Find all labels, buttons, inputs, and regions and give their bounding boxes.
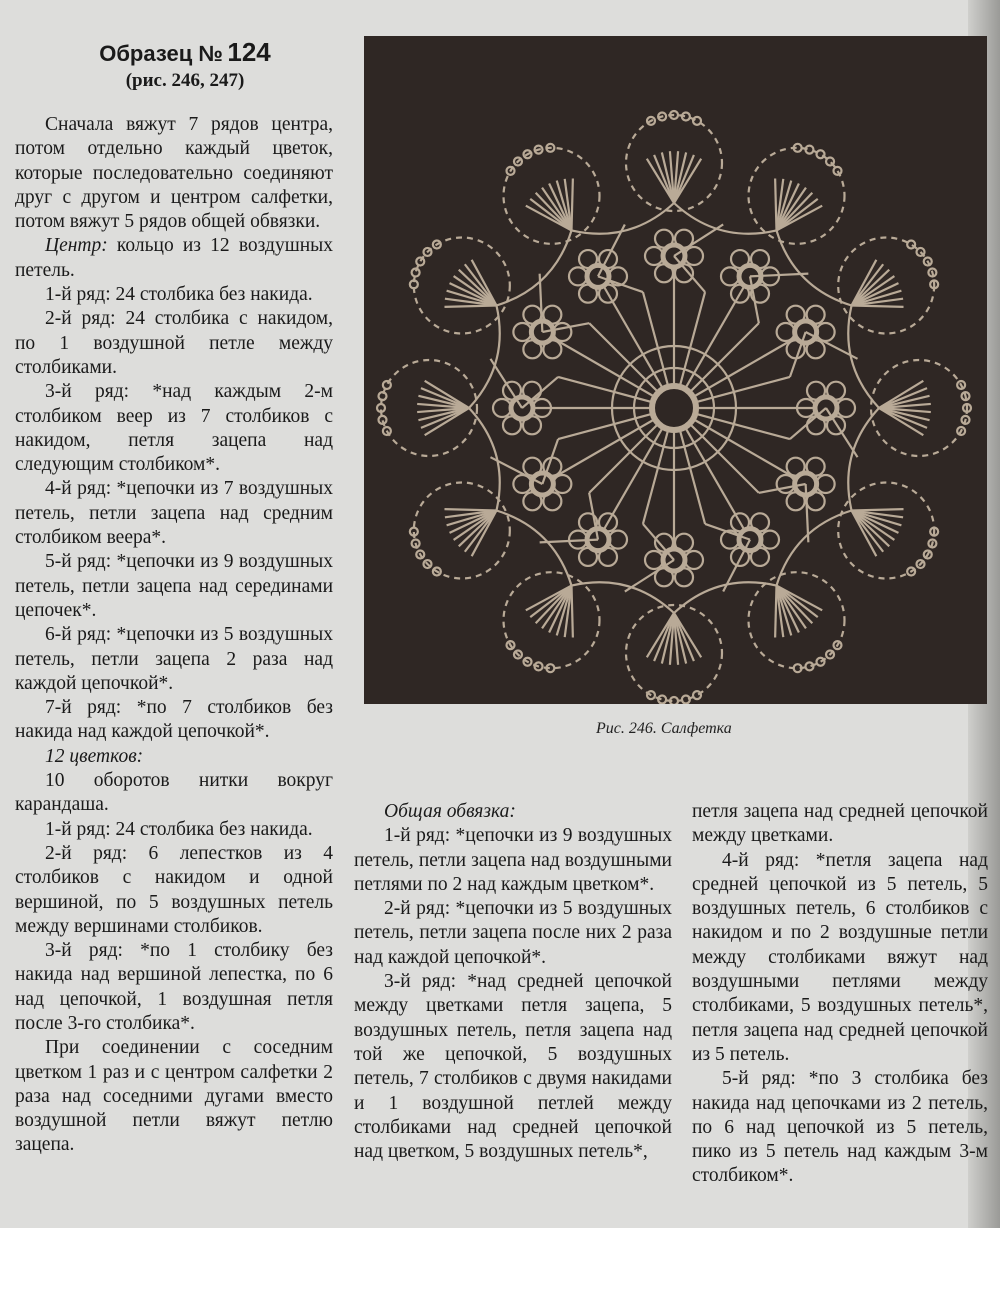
doily-fan-stitch — [572, 178, 573, 230]
doily-flower-petal — [787, 492, 805, 510]
doily-chain — [690, 292, 705, 348]
doily-flower-petal — [655, 264, 673, 282]
doily-fan-stitch — [425, 381, 469, 408]
doily-flower-petal — [655, 230, 673, 248]
doily-flower-petal — [787, 458, 805, 476]
doily-center-stitch — [680, 431, 690, 468]
doily-picot — [693, 117, 701, 125]
edging-row-1: 1-й ряд: *цепочки из 9 воздушных петель, петли зацепа над воздушными петлями по 2 над каждым цветком*. — [354, 825, 672, 895]
doily-flower-petal — [523, 492, 541, 510]
doily-chain — [718, 323, 759, 364]
doily-scallop — [838, 483, 934, 579]
doily-flower-petal — [569, 267, 587, 285]
doily-center-stitch — [614, 414, 651, 424]
center-row-5: 5-й ряд: *цепочки из 9 воздушных петель, петли зацепа над серединами цепочек*. — [15, 551, 333, 621]
doily-scallop — [414, 238, 510, 334]
page-bottom-margin — [0, 1228, 1000, 1310]
doily-scallop — [749, 148, 845, 244]
doily-flower-petal — [553, 323, 571, 341]
doily-center-stitch — [630, 425, 657, 452]
edging-heading — [354, 800, 672, 824]
doily-center-stitch — [697, 414, 734, 424]
doily-fan-stitch — [647, 159, 674, 203]
doily-flower-petal — [609, 531, 627, 549]
doily-chain — [589, 323, 630, 364]
doily-fan-stitch — [852, 511, 884, 552]
doily-mesh — [790, 408, 826, 439]
doily-flower-petal — [579, 548, 597, 566]
figure-caption: Рис. 246. Салфетка — [596, 720, 732, 737]
doily-chain — [558, 424, 614, 439]
doily-fan-stitch — [777, 586, 818, 618]
doily-flower-petal — [553, 475, 571, 493]
doily-flower-petal — [579, 285, 597, 303]
doily-chain — [734, 377, 790, 392]
doily-edge-arc — [496, 230, 571, 305]
doily-center-ring — [652, 386, 696, 430]
doily-picot — [817, 150, 825, 158]
intro-paragraph: Сначала вяжут 7 рядов центра, потом отдельно каждый цветок, которые последовательно соединяют друг с другом и центром салфетки, потом вяжут 5 рядов общей обвязки. — [15, 114, 333, 233]
doily-scallop — [504, 572, 600, 668]
doily-fan-stitch — [530, 586, 571, 618]
doily-chain — [734, 424, 790, 439]
doily-chain — [589, 452, 630, 493]
doily-picot — [833, 167, 841, 175]
doily-fan-stitch — [674, 159, 701, 203]
doily-flower-petal — [807, 416, 825, 434]
doily-flower-petal — [523, 416, 541, 434]
column-edging — [354, 800, 672, 1164]
doily-center-stitch — [658, 431, 668, 468]
doily-mesh — [522, 377, 558, 408]
doily-fan-stitch — [775, 586, 776, 638]
flower-row-3: 3-й ряд: *по 1 столбику без накида над вершиной лепестка, по 6 над цепочкой, 1 воздушная петля после 3-го столбика*. — [15, 940, 333, 1034]
doily-flower-petal — [523, 340, 541, 358]
center-row-2: 2-й ряд: 24 столбика с накидом, по 1 воздушной петле между столбиками. — [15, 308, 333, 378]
doily-flower-petal — [787, 306, 805, 324]
doily-fan-stitch — [775, 178, 776, 230]
doily-chain — [558, 377, 614, 392]
doily-fan-stitch — [852, 509, 904, 510]
doily-center-stitch — [697, 392, 734, 402]
doily-fan-stitch — [530, 199, 571, 231]
doily-flower-petal — [599, 548, 617, 566]
doily-flower-petal — [721, 267, 739, 285]
doily-flower-petal — [579, 250, 597, 268]
pattern-title: Образец № — [99, 41, 223, 66]
doily-picot — [416, 258, 424, 266]
doily-chain — [643, 468, 658, 524]
doily-fan-stitch — [647, 613, 674, 657]
center-row-7: 7-й ряд: *по 7 столбиков без накида над каждой цепочкой*. — [15, 697, 333, 743]
doily-fan-stitch — [852, 264, 884, 305]
center-paragraph — [15, 234, 333, 283]
doily-scallop — [504, 148, 600, 244]
doily-chain — [690, 468, 705, 524]
doily-flower-petal — [523, 306, 541, 324]
column-edging-continued — [692, 800, 988, 1189]
doily-scallop — [414, 483, 510, 579]
doily-center-stitch — [691, 425, 718, 452]
center-text: кольцо из 12 воздушных петель. — [15, 235, 333, 281]
flower-row-0: 10 оборотов нитки вокруг карандаша. — [15, 770, 333, 816]
center-row-4: 4-й ряд: *цепочки из 7 воздушных петель, петли зацепа над средним столбиком веера*. — [15, 478, 333, 549]
center-row-6: 6-й ряд: *цепочки из 5 воздушных петель, петли зацепа 2 раза над каждой цепочкой*. — [15, 624, 333, 694]
center-row-1: 1-й ряд: 24 столбика без накида. — [45, 284, 313, 306]
doily-scallop — [838, 238, 934, 334]
doily-fan-stitch — [425, 408, 469, 435]
figure-reference: (рис. 246, 247) — [125, 70, 245, 91]
doily-flower-petal — [675, 534, 693, 552]
doily-picot — [383, 381, 391, 389]
flowers-label: 12 цветков: — [45, 745, 144, 767]
doily-flower-petal — [493, 399, 511, 417]
doily-flower-petal — [761, 531, 779, 549]
doily-fan-stitch — [444, 509, 496, 510]
doily-flower-petal — [777, 475, 795, 493]
doily-fan-stitch — [879, 381, 923, 408]
doily-fan-stitch — [572, 586, 573, 638]
doily-edge-arc — [777, 511, 852, 586]
doily-flower-petal — [751, 548, 769, 566]
doily-chain — [718, 452, 759, 493]
flower-joining-note: При соединении с соседним цветком 1 раз и с центром салфетки 2 раза над соседними дугами вместо воздушной петли вяжут петлю зацепа. — [15, 1037, 333, 1156]
flower-row-1: 1-й ряд: 24 столбика без накида. — [45, 818, 313, 840]
doily-flower-petal — [543, 492, 561, 510]
doily-flower-petal — [543, 306, 561, 324]
edging-row-3: 3-й ряд: *над средней цепочкой между цветками петля зацепа, 5 воздушных петель, петля зацепа над той же цепочкой, 5 воздушных петель, 7 столбиков с двумя накидами и 1 воздушной петлей между столбиками над средней цепочкой над цветком, 5 воздушных петель*, — [354, 971, 672, 1163]
doily-flower-petal — [807, 492, 825, 510]
doily-picot — [826, 157, 834, 165]
doily-edge-arc — [496, 511, 571, 586]
doily-flower-petal — [751, 513, 769, 531]
doily-flower-petal — [751, 250, 769, 268]
doily-picot — [907, 241, 915, 249]
doily-chain — [643, 292, 658, 348]
edging-label: Общая обвязка: — [384, 801, 516, 822]
doily-picot — [693, 691, 701, 699]
doily-fan-stitch — [879, 408, 923, 435]
doily-flower-petal — [523, 458, 541, 476]
doily-fan-stitch — [674, 613, 701, 657]
doily-flower-petal — [817, 475, 835, 493]
doily-photo — [364, 36, 987, 704]
doily-center-stitch — [658, 348, 668, 385]
doily-flower-petal — [807, 306, 825, 324]
center-label: Центр: — [45, 235, 108, 257]
doily-scallop — [749, 572, 845, 668]
edging-row-3-continued: петля зацепа над средней цепочкой между цветками. — [692, 801, 988, 847]
column-center-and-flowers — [15, 113, 333, 1158]
doily-flower-petal — [827, 382, 845, 400]
edging-row-2: 2-й ряд: *цепочки из 5 воздушных петель, петли зацепа после них 2 раза над каждой цепочкой*. — [354, 898, 672, 968]
pattern-number: 124 — [227, 37, 271, 67]
doily-flower-petal — [645, 551, 663, 569]
edging-row-4: 4-й ряд: *петля зацепа над средней цепочкой из 5 петель, 5 воздушных петель, 6 столбиков с накидом и по 2 воздушные петли между столбиками вяжут над воздушными петлями между столбиками, 5 воздушных петель*, петля зацепа над средней цепочкой из 5 петель. — [692, 849, 988, 1065]
doily-flower-petal — [675, 568, 693, 586]
doily-fan-stitch — [444, 306, 496, 307]
doily-flower-petal — [731, 250, 749, 268]
doily-flower-petal — [685, 247, 703, 265]
doily-flower-petal — [807, 340, 825, 358]
doily-flower-petal — [523, 382, 541, 400]
doily-flower-petal — [543, 340, 561, 358]
doily-flower-petal — [807, 382, 825, 400]
doily-flower-petal — [807, 458, 825, 476]
edging-row-5: 5-й ряд: *по 3 столбика без накида над цепочками из 2 петель, по 6 над цепочкой из 5 петель, пико из 5 петель над каждым 3-м столбиком*. — [692, 1068, 988, 1187]
doily-fan-stitch — [777, 199, 818, 231]
doily-flower-petal — [503, 416, 521, 434]
flower-row-2: 2-й ряд: 6 лепестков из 4 столбиков с накидом и одной вершиной, по 5 воздушных петель между вершинами столбиков. — [15, 842, 333, 937]
doily-flower-petal — [645, 247, 663, 265]
doily-fan-stitch — [852, 306, 904, 307]
doily-fan-stitch — [465, 264, 497, 305]
center-row-3: 3-й ряд: *над каждым 2-м столбиком веер из 7 столбиков с накидом, петля зацепа над следующим столбиком*. — [15, 381, 333, 476]
doily-flower-petal — [777, 323, 795, 341]
doily-flower-petal — [837, 399, 855, 417]
doily-edge-arc — [469, 306, 500, 409]
doily-center-stitch — [691, 364, 718, 391]
doily-center-stitch — [630, 364, 657, 391]
doily-picot — [817, 658, 825, 666]
doily-flower-petal — [513, 323, 531, 341]
doily-fan-stitch — [465, 511, 497, 552]
doily-edge-arc — [777, 230, 852, 305]
pattern-heading — [60, 37, 310, 92]
doily-flower-petal — [685, 551, 703, 569]
doily-center-stitch — [680, 348, 690, 385]
flowers-heading — [15, 745, 333, 769]
doily-center-stitch — [614, 392, 651, 402]
doily-illustration — [364, 36, 987, 704]
